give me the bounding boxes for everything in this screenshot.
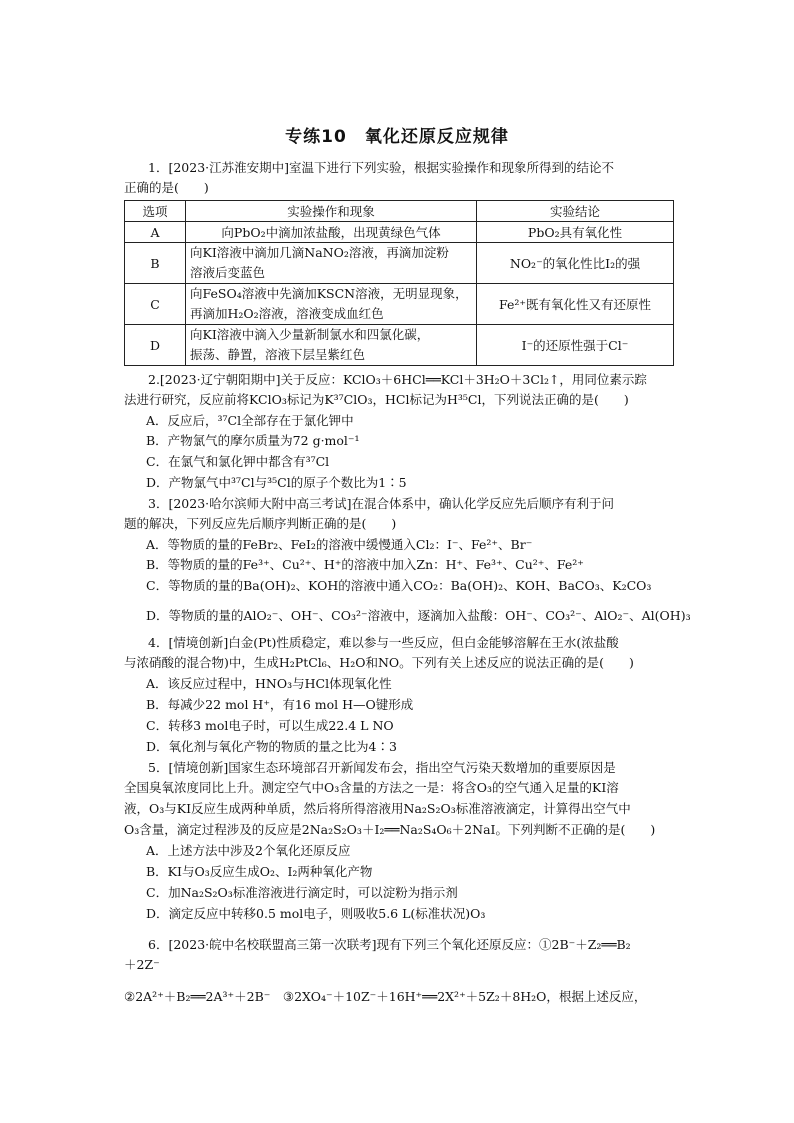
table-row xyxy=(125,284,674,325)
q5-stem-line3: 液，O₃与KI反应生成两种单质，然后将所得溶液用Na₂S₂O₃标准溶液滴定，计算得出空气中 xyxy=(124,801,631,816)
q5-stem-line4: O₃含量，滴定过程涉及的反应是2Na₂S₂O₃＋I₂══Na₂S₄O₆＋2NaI。下列判断不正确的是( ) xyxy=(124,822,656,837)
row-operation-line: 溶液后变蓝色 xyxy=(190,265,266,280)
row-conclusion: Fe²⁺既有氧化性又有还原性 xyxy=(477,284,674,325)
q2-option-b: B．产物氯气的摩尔质量为72 g·mol⁻¹ xyxy=(146,433,360,448)
q2-option-d: D．产物氯气中³⁷Cl与³⁵Cl的原子个数比为1∶5 xyxy=(146,475,407,490)
q2-stem-line1: 2.[2023·辽宁朝阳期中]关于反应：KClO₃＋6HCl══KCl＋3H₂O＋3Cl₂↑，用同位素示踪 xyxy=(148,372,647,387)
row-conclusion: NO₂⁻的氧化性比I₂的强 xyxy=(477,243,674,284)
q6-stem-line2: ＋2Z⁻ xyxy=(124,957,160,972)
table-row xyxy=(125,222,674,243)
row-operation xyxy=(186,243,477,284)
q5-option-c: C．加Na₂S₂O₃标准溶液进行滴定时，可以淀粉为指示剂 xyxy=(146,885,458,900)
q6-stem-line3: ②2A²⁺＋B₂══2A³⁺＋2B⁻ ③2XO₄⁻＋10Z⁻＋16H⁺══2X²⁺＋5Z₂＋8H₂O，根据上述反应， xyxy=(124,989,647,1004)
row-operation-line: 向FeSO₄溶液中先滴加KSCN溶液，无明显现象， xyxy=(190,286,468,301)
row-operation: 向PbO₂中滴加浓盐酸，出现黄绿色气体 xyxy=(186,222,477,243)
q3-option-c: C．等物质的量的Ba(OH)₂、KOH的溶液中通入CO₂：Ba(OH)₂、KOH、BaCO₃、K₂CO₃ xyxy=(146,578,652,593)
q2-option-a: A．反应后，³⁷Cl全部存在于氯化钾中 xyxy=(146,413,354,428)
row-operation xyxy=(186,284,477,325)
row-option: A xyxy=(125,222,186,243)
table-row xyxy=(125,325,674,366)
row-option: D xyxy=(125,325,186,366)
q3-option-b: B．等物质的量的Fe³⁺、Cu²⁺、H⁺的溶液中加入Zn：H⁺、Fe³⁺、Cu²⁺、Fe²⁺ xyxy=(146,557,584,572)
q5-stem-line1: 5．[情境创新]国家生态环境部召开新闻发布会，指出空气污染天数增加的重要原因是 xyxy=(148,760,616,775)
table-header-operation: 实验操作和现象 xyxy=(186,201,477,222)
q1-stem-line2: 正确的是( ) xyxy=(124,180,209,195)
table-header-conclusion: 实验结论 xyxy=(477,201,674,222)
q4-stem-line2: 与浓硝酸的混合物)中，生成H₂PtCl₆、H₂O和NO。下列有关上述反应的说法正确的是( ) xyxy=(124,655,634,670)
row-operation-line: 向KI溶液中滴加几滴NaNO₂溶液，再滴加淀粉 xyxy=(190,245,449,260)
table-header-option: 选项 xyxy=(125,201,186,222)
table-row xyxy=(125,243,674,284)
q5-option-b: B．KI与O₃反应生成O₂、I₂两种氧化产物 xyxy=(146,864,373,879)
q3-option-a: A．等物质的量的FeBr₂、FeI₂的溶液中缓慢通入Cl₂：I⁻、Fe²⁺、Br⁻ xyxy=(146,537,533,552)
row-operation-line: 向KI溶液中滴入少量新制氯水和四氯化碳， xyxy=(190,327,430,342)
row-operation xyxy=(186,325,477,366)
q4-option-c: C．转移3 mol电子时，可以生成22.4 L NO xyxy=(146,718,394,733)
q1-table xyxy=(124,200,674,366)
q5-option-d: D．滴定反应中转移0.5 mol电子，则吸收5.6 L(标准状况)O₃ xyxy=(146,906,486,921)
table-header-row xyxy=(125,201,674,222)
row-conclusion: PbO₂具有氧化性 xyxy=(477,222,674,243)
q5-option-a: A．上述方法中涉及2个氧化还原反应 xyxy=(146,843,351,858)
q3-option-d: D．等物质的量的AlO₂⁻、OH⁻、CO₃²⁻溶液中，逐滴加入盐酸：OH⁻、CO₃²⁻、AlO₂⁻、Al(OH)₃ xyxy=(146,608,691,623)
q6-stem-line1: 6．[2023·皖中名校联盟高三第一次联考]现有下列三个氧化还原反应：①2B⁻＋Z₂══B₂ xyxy=(148,937,631,952)
q1-stem-line1: 1．[2023·江苏淮安期中]室温下进行下列实验，根据实验操作和现象所得到的结论不 xyxy=(148,160,614,175)
q4-stem-line1: 4．[情境创新]白金(Pt)性质稳定，难以参与一些反应，但白金能够溶解在王水(浓盐酸 xyxy=(148,635,619,650)
row-option: B xyxy=(125,243,186,284)
q5-stem-line2: 全国臭氧浓度同比上升。测定空气中O₃含量的方法之一是：将含O₃的空气通入足量的KI溶 xyxy=(124,780,619,795)
page-title: 专练10 氧化还原反应规律 xyxy=(285,127,509,147)
q3-stem-line1: 3．[2023·哈尔滨师大附中高三考试]在混合体系中，确认化学反应先后顺序有利于问 xyxy=(148,496,614,511)
q2-stem-line2: 法进行研究，反应前将KClO₃标记为K³⁷ClO₃，HCl标记为H³⁵Cl，下列说法正确的是( ) xyxy=(124,392,629,407)
q3-stem-line2: 题的解决，下列反应先后顺序判断正确的是( ) xyxy=(124,516,397,531)
row-operation-line: 振荡、静置，溶液下层呈紫红色 xyxy=(190,347,366,362)
q4-option-a: A．该反应过程中，HNO₃与HCl体现氧化性 xyxy=(146,676,392,691)
row-option: C xyxy=(125,284,186,325)
q2-option-c: C．在氯气和氯化钾中都含有³⁷Cl xyxy=(146,454,330,469)
row-operation-line: 再滴加H₂O₂溶液，溶液变成血红色 xyxy=(190,306,384,321)
q4-option-b: B．每减少22 mol H⁺，有16 mol H—O键形成 xyxy=(146,697,414,712)
row-conclusion: I⁻的还原性强于Cl⁻ xyxy=(477,325,674,366)
q4-option-d: D．氧化剂与氧化产物的物质的量之比为4∶3 xyxy=(146,739,397,754)
